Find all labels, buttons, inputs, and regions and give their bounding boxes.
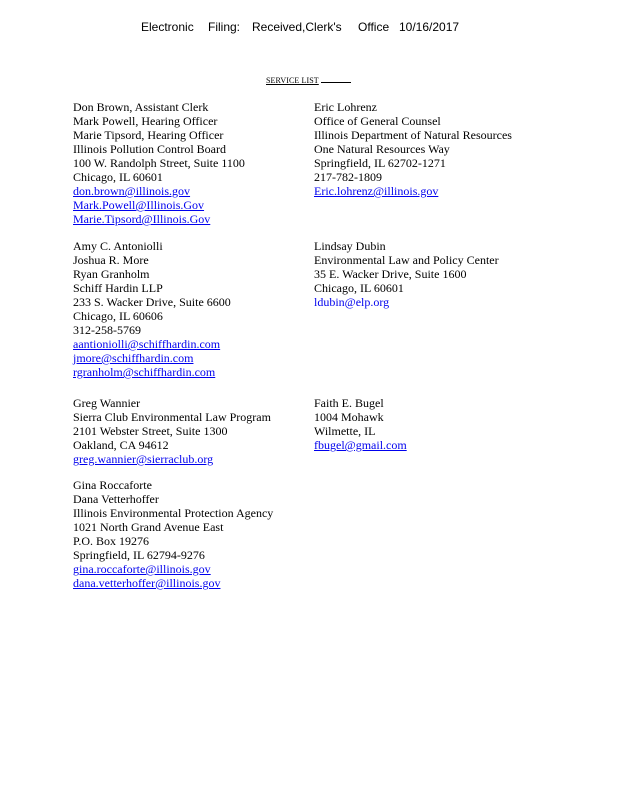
header-electronic: Electronic — [141, 20, 194, 34]
contact-line: Illinois Department of Natural Resources — [314, 128, 512, 142]
contact-line: Illinois Environmental Protection Agency — [73, 506, 274, 520]
contact-line: Lindsay Dubin — [314, 239, 386, 253]
contact-line: 233 S. Wacker Drive, Suite 6600 — [73, 295, 231, 309]
title-text: SERVICE LIST — [266, 76, 319, 85]
contact-line: Greg Wannier — [73, 396, 141, 410]
contact-line: Office of General Counsel — [314, 114, 441, 128]
email-link[interactable]: Mark.Powell@Illinois.Gov — [73, 198, 205, 212]
contact-block-elpc — [314, 239, 499, 309]
title-underline — [321, 76, 351, 83]
email-link[interactable]: don.brown@illinois.gov — [73, 184, 191, 198]
contact-line: Springfield, IL 62794-9276 — [73, 548, 205, 562]
contact-line: Illinois Pollution Control Board — [73, 142, 227, 156]
email-link[interactable]: jmore@schiffhardin.com — [73, 351, 194, 365]
contact-line: Chicago, IL 60601 — [73, 170, 163, 184]
contact-block-natural-resources — [314, 100, 512, 198]
email-link[interactable]: fbugel@gmail.com — [314, 438, 407, 452]
header-received: Received,Clerk's — [252, 20, 342, 34]
contact-block-schiff-hardin — [73, 239, 231, 379]
email-link[interactable]: gina.roccaforte@illinois.gov — [73, 562, 211, 576]
contact-line: Ryan Granholm — [73, 267, 150, 281]
contact-line: Oakland, CA 94612 — [73, 438, 169, 452]
contact-line: Sierra Club Environmental Law Program — [73, 410, 271, 424]
contact-line: Don Brown, Assistant Clerk — [73, 100, 209, 114]
contact-line: Mark Powell, Hearing Officer — [73, 114, 218, 128]
contact-line: Gina Roccaforte — [73, 478, 152, 492]
contact-line: 217-782-1809 — [314, 170, 382, 184]
email-link[interactable]: dana.vetterhoffer@illinois.gov — [73, 576, 221, 590]
contact-block-illinois-epa — [73, 478, 273, 590]
contact-line: Faith E. Bugel — [314, 396, 384, 410]
contact-line: One Natural Resources Way — [314, 142, 450, 156]
contact-line: Dana Vetterhoffer — [73, 492, 159, 506]
contact-line: Eric Lohrenz — [314, 100, 377, 114]
contact-line: Joshua R. More — [73, 253, 149, 267]
email-link[interactable]: aantioniolli@schiffhardin.com — [73, 337, 221, 351]
contact-line: Environmental Law and Policy Center — [314, 253, 499, 267]
contact-line: 312-258-5769 — [73, 323, 141, 337]
contact-line: 35 E. Wacker Drive, Suite 1600 — [314, 267, 467, 281]
contact-block-sierra-club — [73, 396, 271, 466]
contact-block-bugel — [314, 396, 407, 452]
email-link[interactable]: Marie.Tipsord@Illinois.Gov — [73, 212, 211, 226]
contact-line: Springfield, IL 62702-1271 — [314, 156, 446, 170]
contact-line: Chicago, IL 60606 — [73, 309, 163, 323]
contact-line: 2101 Webster Street, Suite 1300 — [73, 424, 228, 438]
email-link[interactable]: rgranholm@schiffhardin.com — [73, 365, 216, 379]
header-office: Office — [358, 20, 390, 34]
contact-line: P.O. Box 19276 — [73, 534, 150, 548]
page-title — [266, 76, 351, 85]
email-link[interactable]: Eric.lohrenz@illinois.gov — [314, 184, 439, 198]
contact-line: Schiff Hardin LLP — [73, 281, 163, 295]
contact-line: 100 W. Randolph Street, Suite 1100 — [73, 156, 245, 170]
contact-line: Chicago, IL 60601 — [314, 281, 404, 295]
header-date: 10/16/2017 — [399, 20, 460, 34]
header-filing: Filing: — [208, 20, 241, 34]
contact-line: Marie Tipsord, Hearing Officer — [73, 128, 224, 142]
contact-line: 1021 North Grand Avenue East — [73, 520, 224, 534]
email-link[interactable]: ldubin@elp.org — [314, 295, 390, 309]
contact-line: 1004 Mohawk — [314, 410, 384, 424]
contact-line: Wilmette, IL — [314, 424, 376, 438]
email-link[interactable]: greg.wannier@sierraclub.org — [73, 452, 214, 466]
contact-line: Amy C. Antoniolli — [73, 239, 163, 253]
contact-block-pollution-board — [73, 100, 245, 226]
